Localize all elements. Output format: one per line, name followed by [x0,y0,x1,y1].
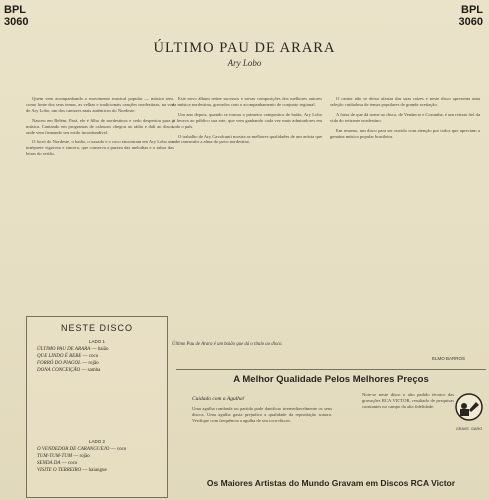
title-note: Último Pau de Arara é um baião que dá o título ao disco. [172,342,283,347]
liner-paragraph: Em resumo, um disco para ser ouvido com atenção por todos que apreciam a genuína música popular brasileira. [330,127,480,139]
liner-signature: ELMO BARROS [431,356,465,361]
liner-paragraph: A faixa de que dá nome ao disco, de Venâncio e Corumba, é um retrato fiel da vida do retirante nordestino. [330,111,480,123]
album-title: ÚLTIMO PAU DE ARARA [153,40,336,56]
liner-paragraph: Nasceu em Belém, Pará, ele é filho de nordestinos e cedo despertou para a música. Cantando em programas de calouros chegou ao rádio e dali ao disco, onde vem firmando seu estilo inconfundível. [26,117,174,135]
artist-name: Ary Lobo [227,58,262,68]
gramophone-dog-logo-icon [454,392,484,426]
track-item: ÚLTIMO PAU DE ARARA — baião [37,347,109,352]
track-list-heading: NESTE DISCO [60,323,133,333]
track-item: DONA CONCEIÇÃO — samba [37,368,101,373]
rca-advertisement [176,369,486,500]
liner-paragraph: O cantor não se deixa afastar das suas raízes e neste disco apresenta uma seleção cuidadosa de temas populares de grande aceitação. [330,96,480,107]
ad-bottom-slogan: Os Maiores Artistas do Mundo Gravam em Discos RCA Victor [206,478,456,488]
catalog-number-right: BPL 3060 [458,4,483,28]
ad-quality-text: Note-se neste disco o alto padrão técnico das gravações RCA VICTOR, resultado de pesquisas constantes no campo da alta fidelidade. [362,392,454,409]
logo-label: GRAVE. GARO [455,427,483,431]
ad-caution-title: Cuidado com a Agulha! [192,396,245,402]
track-item: QUE LINDO É BEBE — coco [37,354,99,359]
track-item: TUM-TUM-TUM — rojão [37,454,90,459]
liner-notes-column-2 [172,96,322,356]
track-item: FORRÓ DO PIAGOL — rojão [37,361,99,366]
side-2-label: LADO 2 [88,439,105,444]
track-item: O VENDEDOR DE CARANGUEJO — coco [37,447,127,452]
ad-needle-text: Uma agulha rombuda ou partida pode danificar irremediavelmente os seus discos. Uma agulha gasta prejudica a qualidade da reprodução sonora. Verifique com frequência a agulha de seu toca-discos. [192,406,332,423]
track-item: SENDA DA — coco [37,461,78,466]
track-list-box [26,316,168,498]
side-1-label: LADO 1 [88,339,105,344]
liner-paragraph: O trabalho de Ary Cavalcanti mostra as melhores qualidades de um artista que sabe transmitir a alma do povo nordestino. [172,133,322,145]
liner-notes-column-1 [26,96,174,304]
ad-headline: A Melhor Qualidade Pelos Melhores Preços [233,374,429,385]
liner-notes-column-3 [330,96,480,356]
track-item: VISITE O TERREIRO — baiangue [37,468,107,473]
liner-paragraph: Este novo álbum reúne sucessos e novas composições dos melhores autores da música nordestina, gravados com o acompanhamento de conjunto regional. [172,96,322,107]
liner-paragraph: Um ano depois, quando se tornou o primeiro compositor de baião, Ary Lobo já levava ao público sua arte, que vem ganhando cada vez mais admiradores em todo o país. [172,111,322,129]
liner-paragraph: O forró do Nordeste, o baião, o xaxado e o coco encontram em Ary Lobo um intérprete vigoroso e sincero, que conserva a pureza das melodias e o sabor das letras do sertão. [26,139,174,157]
catalog-number-left: BPL 3060 [4,4,29,28]
liner-paragraph: Quem vem acompanhando o movimento musical popular — música tem, como fonte dos seus temas, as velhas e tradicionais canções nordestinas, na voz de Ary Lobo, um dos cantores mais autênticos do Nordeste. [26,96,174,113]
